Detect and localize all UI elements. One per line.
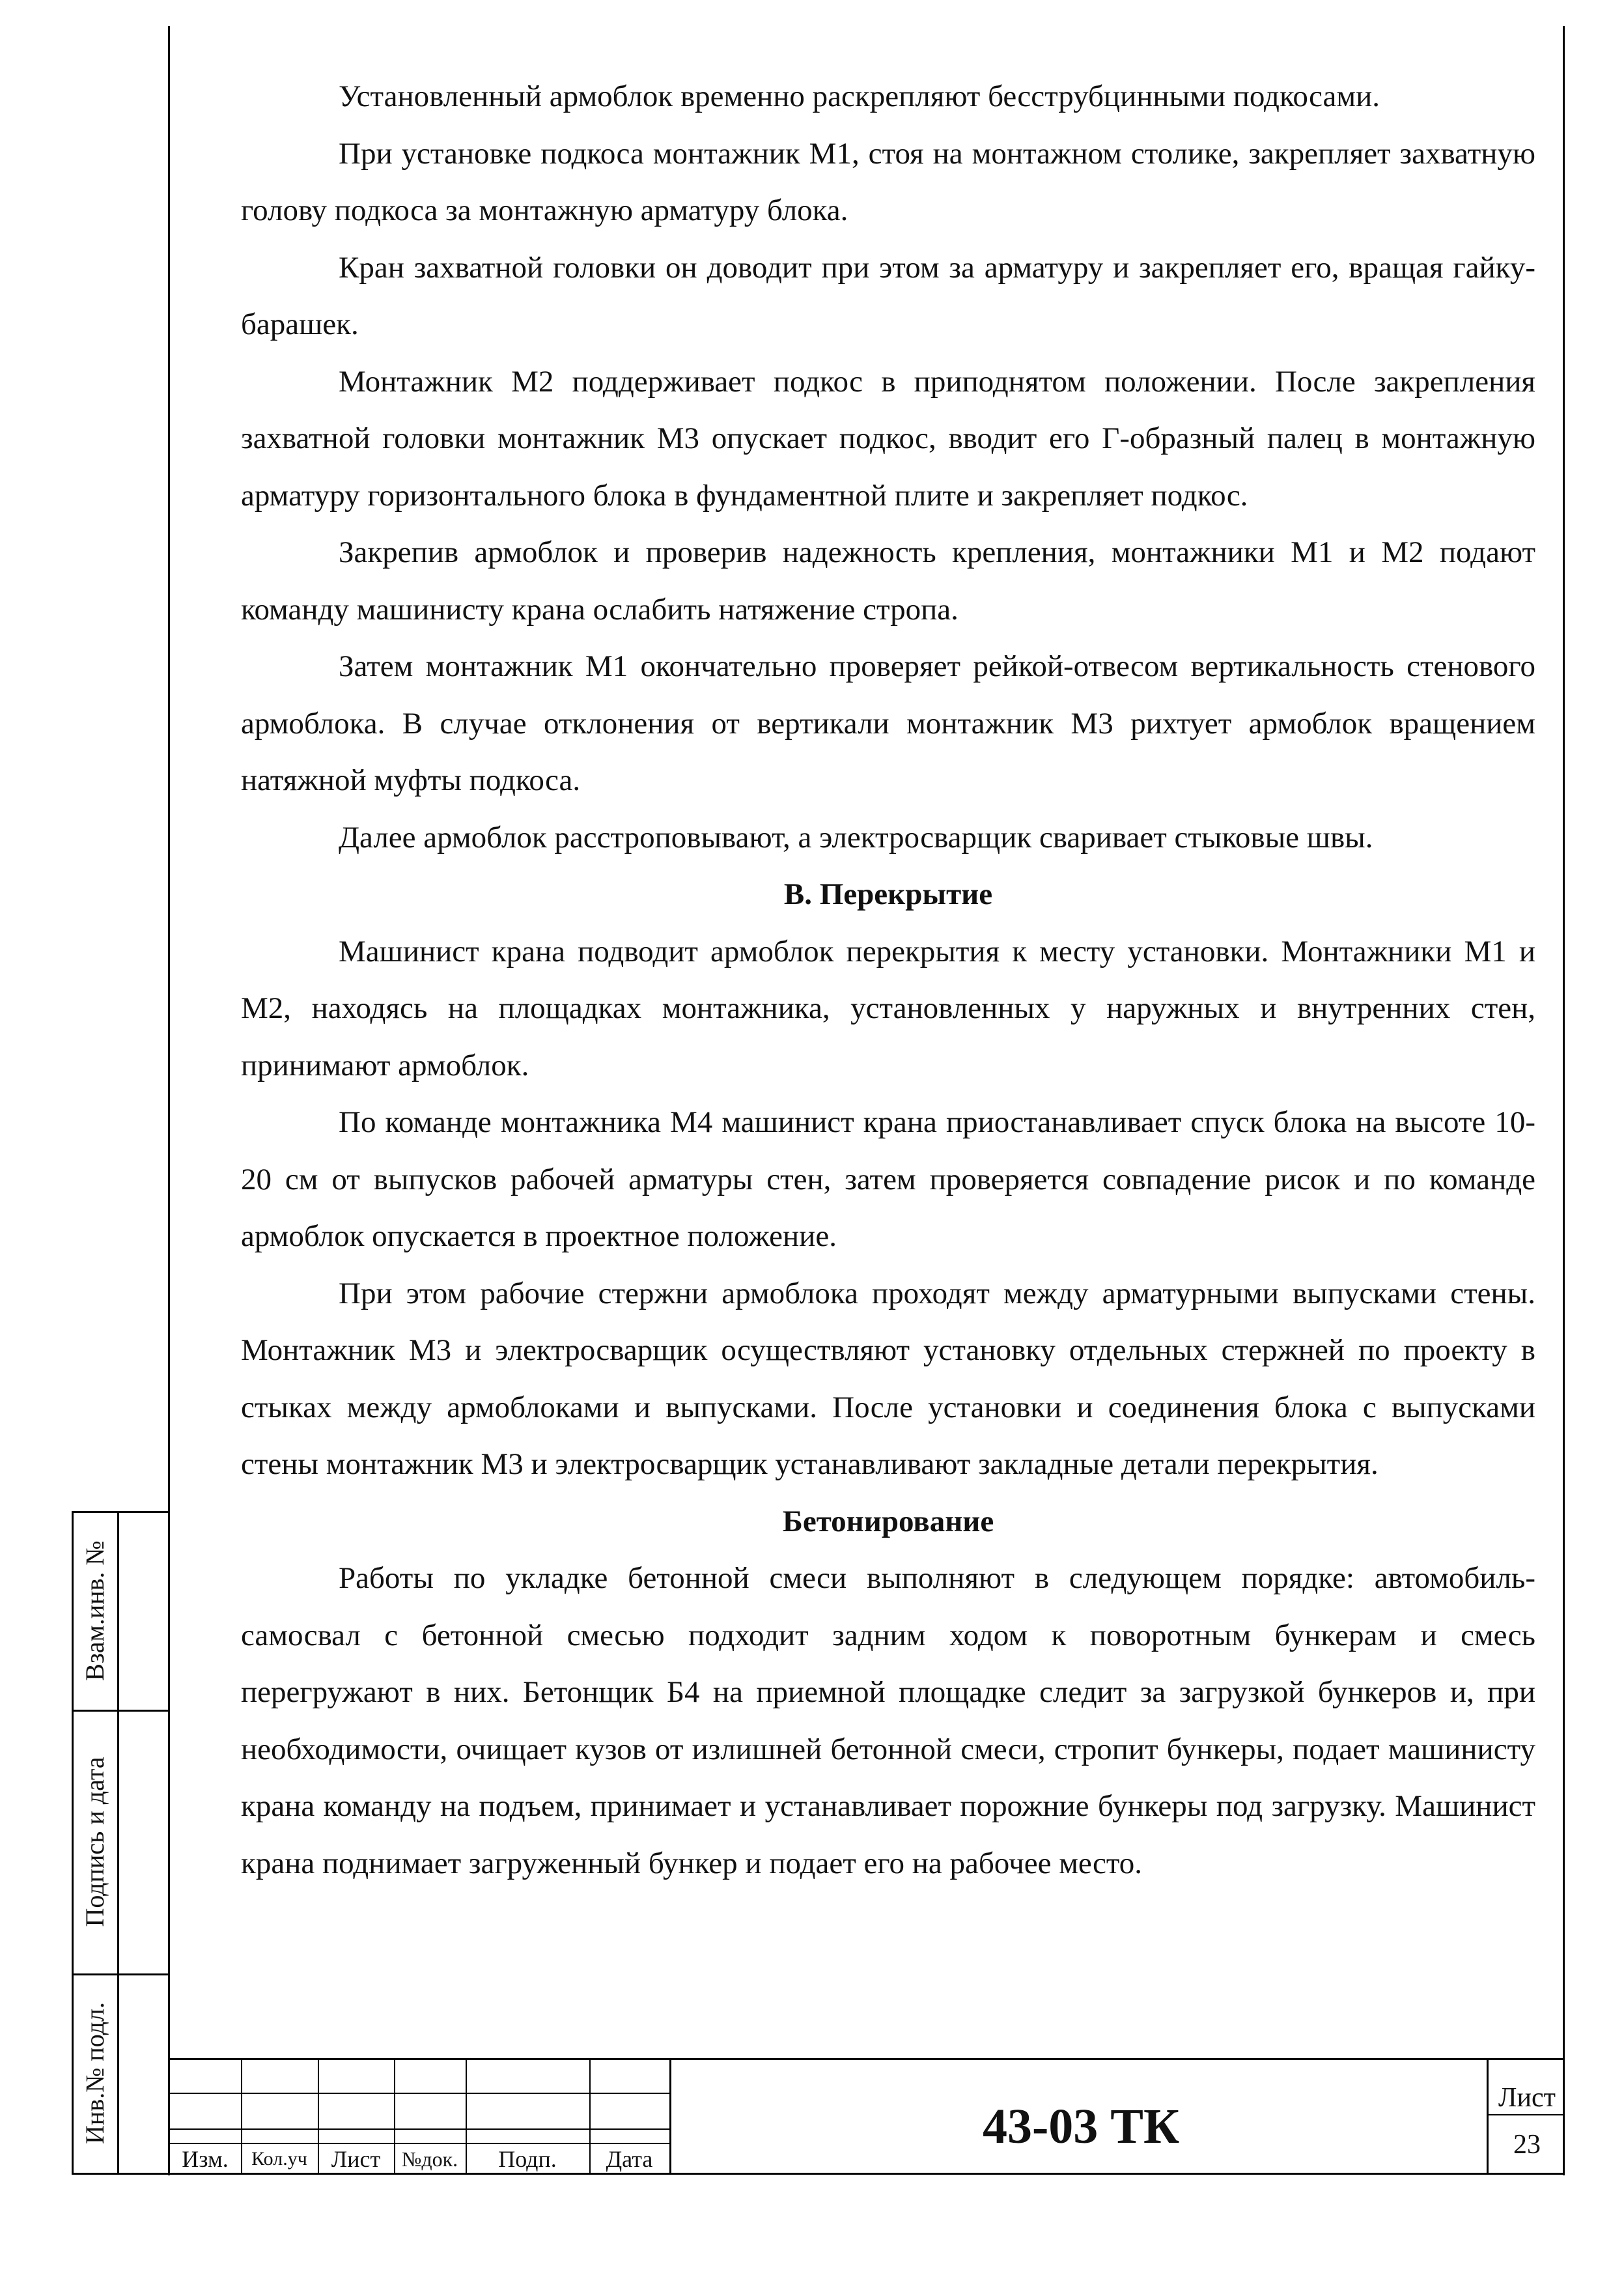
paragraph: Установленный армоблок временно раскрепляют бесструбцинными подкосами. bbox=[339, 79, 1380, 113]
col-count-label: Кол.уч bbox=[251, 2148, 307, 2170]
document-code: 43-03 ТК bbox=[982, 2099, 1180, 2154]
paragraph: Далее армоблок расстроповывают, а электросварщик сваривает стыковые швы. bbox=[339, 820, 1373, 855]
col-change-label: Изм. bbox=[182, 2146, 229, 2172]
document-body bbox=[241, 68, 1535, 1892]
paragraph: Машинист крана подводит армоблок перекрытия к месту установки. Монтажники М1 и М2, находясь на площадках монтажника, установленных у наружных и внутренних стен, принимают армоблок. bbox=[241, 934, 1535, 1082]
col-sign-label: Подп. bbox=[498, 2146, 557, 2172]
sheet-number: 23 bbox=[1513, 2130, 1541, 2160]
col-sheet-label: Лист bbox=[331, 2146, 381, 2172]
paragraph: Работы по укладке бетонной смеси выполняют в следующем порядке: автомобиль-самосвал с бетонной смесью подходит задним ходом к поворотным бункерам и смесь перегружают в них. Бетонщик Б4 на приемной площадке следит за загрузкой бункеров и, при необходимости, очищает кузов от излишней бетонной смеси, стропит бункеры, подает машинисту крана команду на подъем, принимает и устанавливает порожние бункеры под загрузку. Машинист крана поднимает загруженный бункер и подает его на рабочее место. bbox=[241, 1561, 1535, 1880]
replaced-inv-label: Взам.инв. № bbox=[80, 1540, 109, 1681]
signature-date-label: Подпись и дата bbox=[80, 1757, 109, 1927]
paragraph: По команде монтажника М4 машинист крана приостанавливает спуск блока на высоте 10-20 см от выпусков рабочей арматуры стен, затем проверяется совпадение рисок и по команде армоблок опускается в проектное положение. bbox=[241, 1105, 1535, 1253]
frame-left-border bbox=[168, 26, 170, 2175]
paragraph: Затем монтажник М1 окончательно проверяет рейкой-отвесом вертикальность стенового армоблока. В случае отклонения от вертикали монтажник М3 рихтует армоблок вращением натяжной муфты подкоса. bbox=[241, 649, 1535, 797]
paragraph: Монтажник М2 поддерживает подкос в приподнятом положении. После закрепления захватной головки монтажник М3 опускает подкос, вводит его Г-образный палец в монтажную арматуру горизонтального блока в фундаментной плите и закрепляет подкос. bbox=[241, 364, 1535, 513]
sheet-label: Лист bbox=[1498, 2083, 1556, 2113]
section-heading-concrete: Бетонирование bbox=[782, 1504, 994, 1538]
paragraph: При установке подкоса монтажник М1, стоя на монтажном столике, закрепляет захватную голову подкоса за монтажную арматуру блока. bbox=[241, 136, 1535, 227]
orig-inv-label: Инв.№ подл. bbox=[80, 2002, 109, 2144]
paragraph: При этом рабочие стержни армоблока проходят между арматурными выпусками стены. Монтажник М3 и электросварщик осуществляют установку отдельных стержней по проекту в стыках между армоблоками и выпусками. После установки и соединения блока с выпусками стены монтажник М3 и электросварщик устанавливают закладные детали перекрытия. bbox=[241, 1276, 1535, 1481]
paragraph: Кран захватной головки он доводит при этом за арматуру и закрепляет его, вращая гайку-барашек. bbox=[241, 250, 1535, 341]
section-heading-floor: В. Перекрытие bbox=[783, 877, 993, 911]
col-date-label: Дата bbox=[606, 2146, 653, 2172]
frame-right-border bbox=[1563, 26, 1565, 2175]
col-doc-label: №док. bbox=[401, 2147, 458, 2171]
paragraph: Закрепив армоблок и проверив надежность крепления, монтажники М1 и М2 подают команду машинисту крана ослабить натяжение стропа. bbox=[241, 535, 1535, 627]
